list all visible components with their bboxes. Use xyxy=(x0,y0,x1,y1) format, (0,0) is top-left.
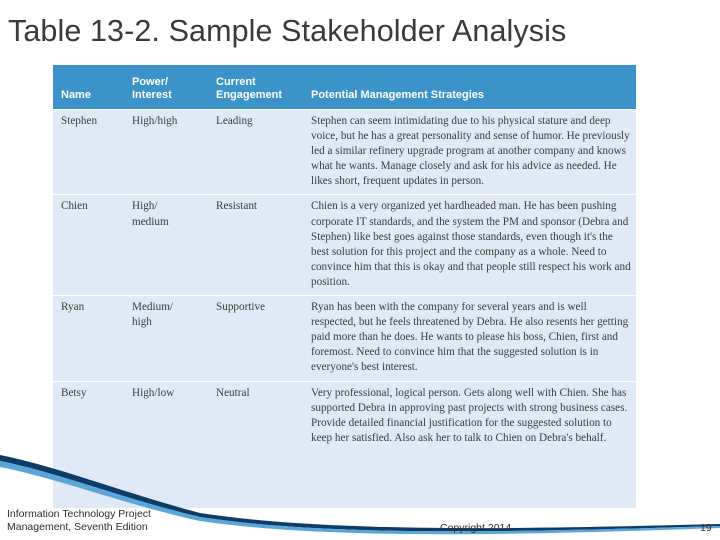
cell-engagement: Supportive xyxy=(208,296,303,381)
cell-strategies: Ryan has been with the company for several years and is well respected, but he feels threatened by Debra. He also resents her getting paid more than he does. He wants to please his boss, Chien, first and foremost. Need to convince him that the suggested solution is in everyone's best interest. xyxy=(303,296,636,381)
table-row xyxy=(53,110,636,195)
cell-power-interest: Medium/ high xyxy=(124,296,208,381)
cell-name: Betsy xyxy=(53,381,124,451)
cell-power-interest: High/low xyxy=(124,381,208,451)
cell-engagement: Neutral xyxy=(208,381,303,451)
cell-name: Stephen xyxy=(53,110,124,195)
table-row xyxy=(53,381,636,451)
table-row xyxy=(53,296,636,381)
stakeholder-table xyxy=(53,65,636,508)
cell-strategies: Very professional, logical person. Gets along well with Chien. She has supported Debra in approving past projects with strong business cases. Provide detailed financial justification for the suggested solution to keep her satisfied. Also ask her to talk to Chien on Debra's behalf. xyxy=(303,381,636,451)
slide-title: Table 13-2. Sample Stakeholder Analysis xyxy=(8,14,567,48)
table-header-row xyxy=(53,65,636,110)
header-name: Name xyxy=(53,65,124,110)
cell-strategies: Chien is a very organized yet hardheaded man. He has been pushing corporate IT standards, and the system the PM and sponsor (Debra and Stephen) like best goes against those standards, even though it's the best solution for this project and the company as a whole. Need to convince him that this is okay and that people still respect his work and position. xyxy=(303,195,636,296)
cell-power-interest: High/high xyxy=(124,110,208,195)
page-number: 19 xyxy=(700,522,712,534)
table-row xyxy=(53,195,636,296)
header-power-interest: Power/ Interest xyxy=(124,65,208,110)
cell-name: Chien xyxy=(53,195,124,296)
cell-name: Ryan xyxy=(53,296,124,381)
cell-engagement: Leading xyxy=(208,110,303,195)
cell-strategies: Stephen can seem intimidating due to his physical stature and deep voice, but he has a great personality and sense of humor. He previously led a similar refinery upgrade program at another company and knows what he wants. Manage closely and ask for his advice as needed. He likes short, frequent updates in person. xyxy=(303,110,636,195)
header-current-engagement: Current Engagement xyxy=(208,65,303,110)
cell-power-interest: High/ medium xyxy=(124,195,208,296)
header-strategies: Potential Management Strategies xyxy=(303,65,636,110)
cell-engagement: Resistant xyxy=(208,195,303,296)
footer-copyright: Copyright 2014 xyxy=(440,522,512,534)
footer-course-title: Information Technology Project Management, Seventh Edition xyxy=(7,508,151,533)
